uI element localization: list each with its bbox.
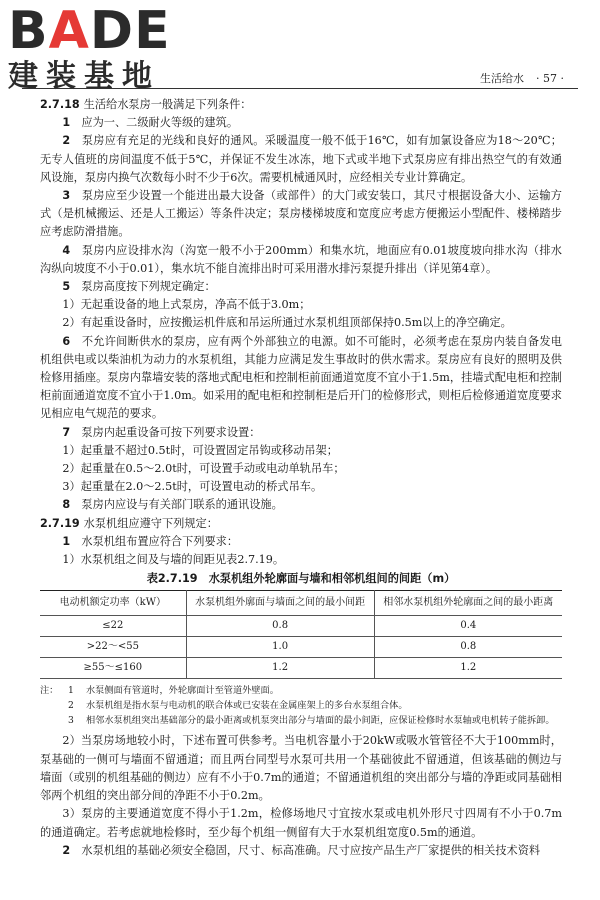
sub-item: 2）当泵房场地较小时，下述布置可供参考。当电机容量小于20kW或吸水管管径不大于100mm时，泵基础的一侧可与墙面不留通道；而且两台同型号水泵可共用一个基础彼此不留通道，但该基础的侧边与墙面（或别的机组基础的侧边）应有不小于0.7m的通道；不留通道机组的突出部分与墙的净距或同基础相邻两个机组的突出部分间的净距不小于0.2m。 xyxy=(40,734,562,803)
logo-chinese-text: 建装基地 xyxy=(8,59,160,94)
clause-2-7-19-heading: 2.7.19 水泵机组应遵守下列规定： xyxy=(40,516,218,530)
table-header-cell: 电动机额定功率（kW） xyxy=(40,591,186,616)
spacing-table xyxy=(40,590,562,679)
table-header-row xyxy=(40,591,562,616)
sub-item: 1）无起重设备的地上式泵房，净高不低于3.0m； xyxy=(62,298,311,312)
clause-item: 7 泵房内起重设备可按下列要求设置： xyxy=(62,425,261,439)
clause-2-7-18-heading: 2.7.18 生活给水泵房一般满足下列条件： xyxy=(40,98,252,111)
clause-item: 1 应为一、二级耐火等级的建筑。 xyxy=(62,116,239,130)
table-title: 表2.7.19 水泵机组外轮廓面与墙和相邻机组间的间距（m） xyxy=(146,572,456,586)
table-row xyxy=(40,637,562,658)
clause-item: 4 泵房内应设排水沟（沟宽一般不小于200mm）和集水坑，地面应有0.01坡度坡向排水沟（排水沟纵向坡度不小于0.01），集水坑不能自流排出时可采用潜水排污泵提升排出（详见第4章）。 xyxy=(40,243,562,275)
table-cell: ≥55～≤160 xyxy=(40,658,186,679)
clause-item: 3 泵房应至少设置一个能进出最大设备（或部件）的大门或安装口，其尺寸根据设备大小、运输方式（是机械搬运、还是人工搬运）等条件决定；泵房楼梯坡度和宽度应考虑方便搬运小型配件、楼梯踏步应考虑防滑措施。 xyxy=(40,189,562,239)
table-cell: 0.8 xyxy=(186,616,374,637)
page-number: · 57 · xyxy=(536,72,564,85)
note-label: 注： xyxy=(40,685,59,697)
table-row xyxy=(40,616,562,637)
table-cell: 1.2 xyxy=(374,658,562,679)
sub-item: 2）起重量在0.5～2.0t时，可设置手动或电动单轨吊车； xyxy=(62,462,345,476)
table-cell: 0.4 xyxy=(374,616,562,637)
running-header xyxy=(480,70,564,86)
note-item: 3 相邻水泵机组突出基础部分的最小距离或机泵突出部分与墙面的最小间距，应保证检修时水泵轴或电机转子能拆卸。 xyxy=(68,715,555,727)
table-cell: >22～<55 xyxy=(40,637,186,658)
logo-wordmark: BADE xyxy=(8,1,171,61)
table-header-cell: 相邻水泵机组外轮廓面之间的最小距离 xyxy=(374,591,562,616)
sub-item: 3）泵房的主要通道宽度不得小于1.2m，检修场地尺寸宜按水泵或电机外形尺寸四周有不小于0.7m的通道确定。若考虑就地检修时，至少每个机组一侧留有大于水泵机组宽度0.5m的通道。 xyxy=(40,807,562,839)
clause-item: 2 水泵机组的基础必须安全稳固，尺寸、标高准确。尺寸应按产品生产厂家提供的相关技术资料 xyxy=(62,843,541,857)
section-title: 生活给水 xyxy=(480,72,525,85)
table-header-cell: 水泵机组外廓面与墙面之间的最小间距 xyxy=(186,591,374,616)
sub-item: 3）起重量在2.0～2.5t时，可设置电动的桥式吊车。 xyxy=(62,480,323,494)
sub-item: 1）起重量不超过0.5t时，可设置固定吊钩或移动吊架； xyxy=(62,443,338,457)
clause-item: 8 泵房内应设与有关部门联系的通讯设施。 xyxy=(62,498,283,512)
sub-item: 2）有起重设备时，应按搬运机件底和吊运所通过水泵机组顶部保持0.5m以上的净空确定。 xyxy=(62,316,512,330)
publisher-logo xyxy=(8,1,208,96)
clause-item: 5 泵房高度按下列规定确定： xyxy=(62,280,216,294)
table-cell: 1.0 xyxy=(186,637,374,658)
table-notes xyxy=(40,683,562,728)
sub-item: 1）水泵机组之间及与墙的间距见表2.7.19。 xyxy=(62,553,285,567)
table-cell: 1.2 xyxy=(186,658,374,679)
table-cell: 0.8 xyxy=(374,637,562,658)
page-body xyxy=(40,96,562,860)
clause-item: 1 水泵机组布置应符合下列要求： xyxy=(62,534,239,548)
table-row xyxy=(40,658,562,679)
table-cell: ≤22 xyxy=(40,616,186,637)
note-item: 注： 1 水泵侧面有管道时，外轮廓面计至管道外壁面。 xyxy=(40,685,279,697)
header-rule xyxy=(22,88,578,89)
clause-item: 2 泵房应有充足的光线和良好的通风。采暖温度一般不低于16℃，如有加氯设备应为18～20℃；无专人值班的房间温度不低于5℃，并保证不发生冰冻，地下式或半地下式泵房应有排出热空气的有效通风设施，泵房内换气次数每小时不少于6次。需要机械通风时，应经相关专业计算确定。 xyxy=(40,134,562,184)
note-item: 2 水泵机组是指水泵与电动机的联合体或已安装在金属座架上的多台水泵组合体。 xyxy=(68,700,408,712)
clause-item: 6 不允许间断供水的泵房，应有两个外部独立的电源。如不可能时，必须考虑在泵房内装自备发电机组供电或以柴油机为动力的水泵机组，其能力应满足发生事故时的供水需求。泵房应有良好的照明及供检修用插座。泵房内靠墙安装的落地式配电柜和控制柜前面通道宽度不宜小于1.5m，挂墙式配电柜和控制柜前面通道宽度不宜小于1.0m。如采用的配电柜和控制柜是后开门的检修形式，则柜后检修通道宽度要求见相应电气规范的要求。 xyxy=(40,334,562,421)
